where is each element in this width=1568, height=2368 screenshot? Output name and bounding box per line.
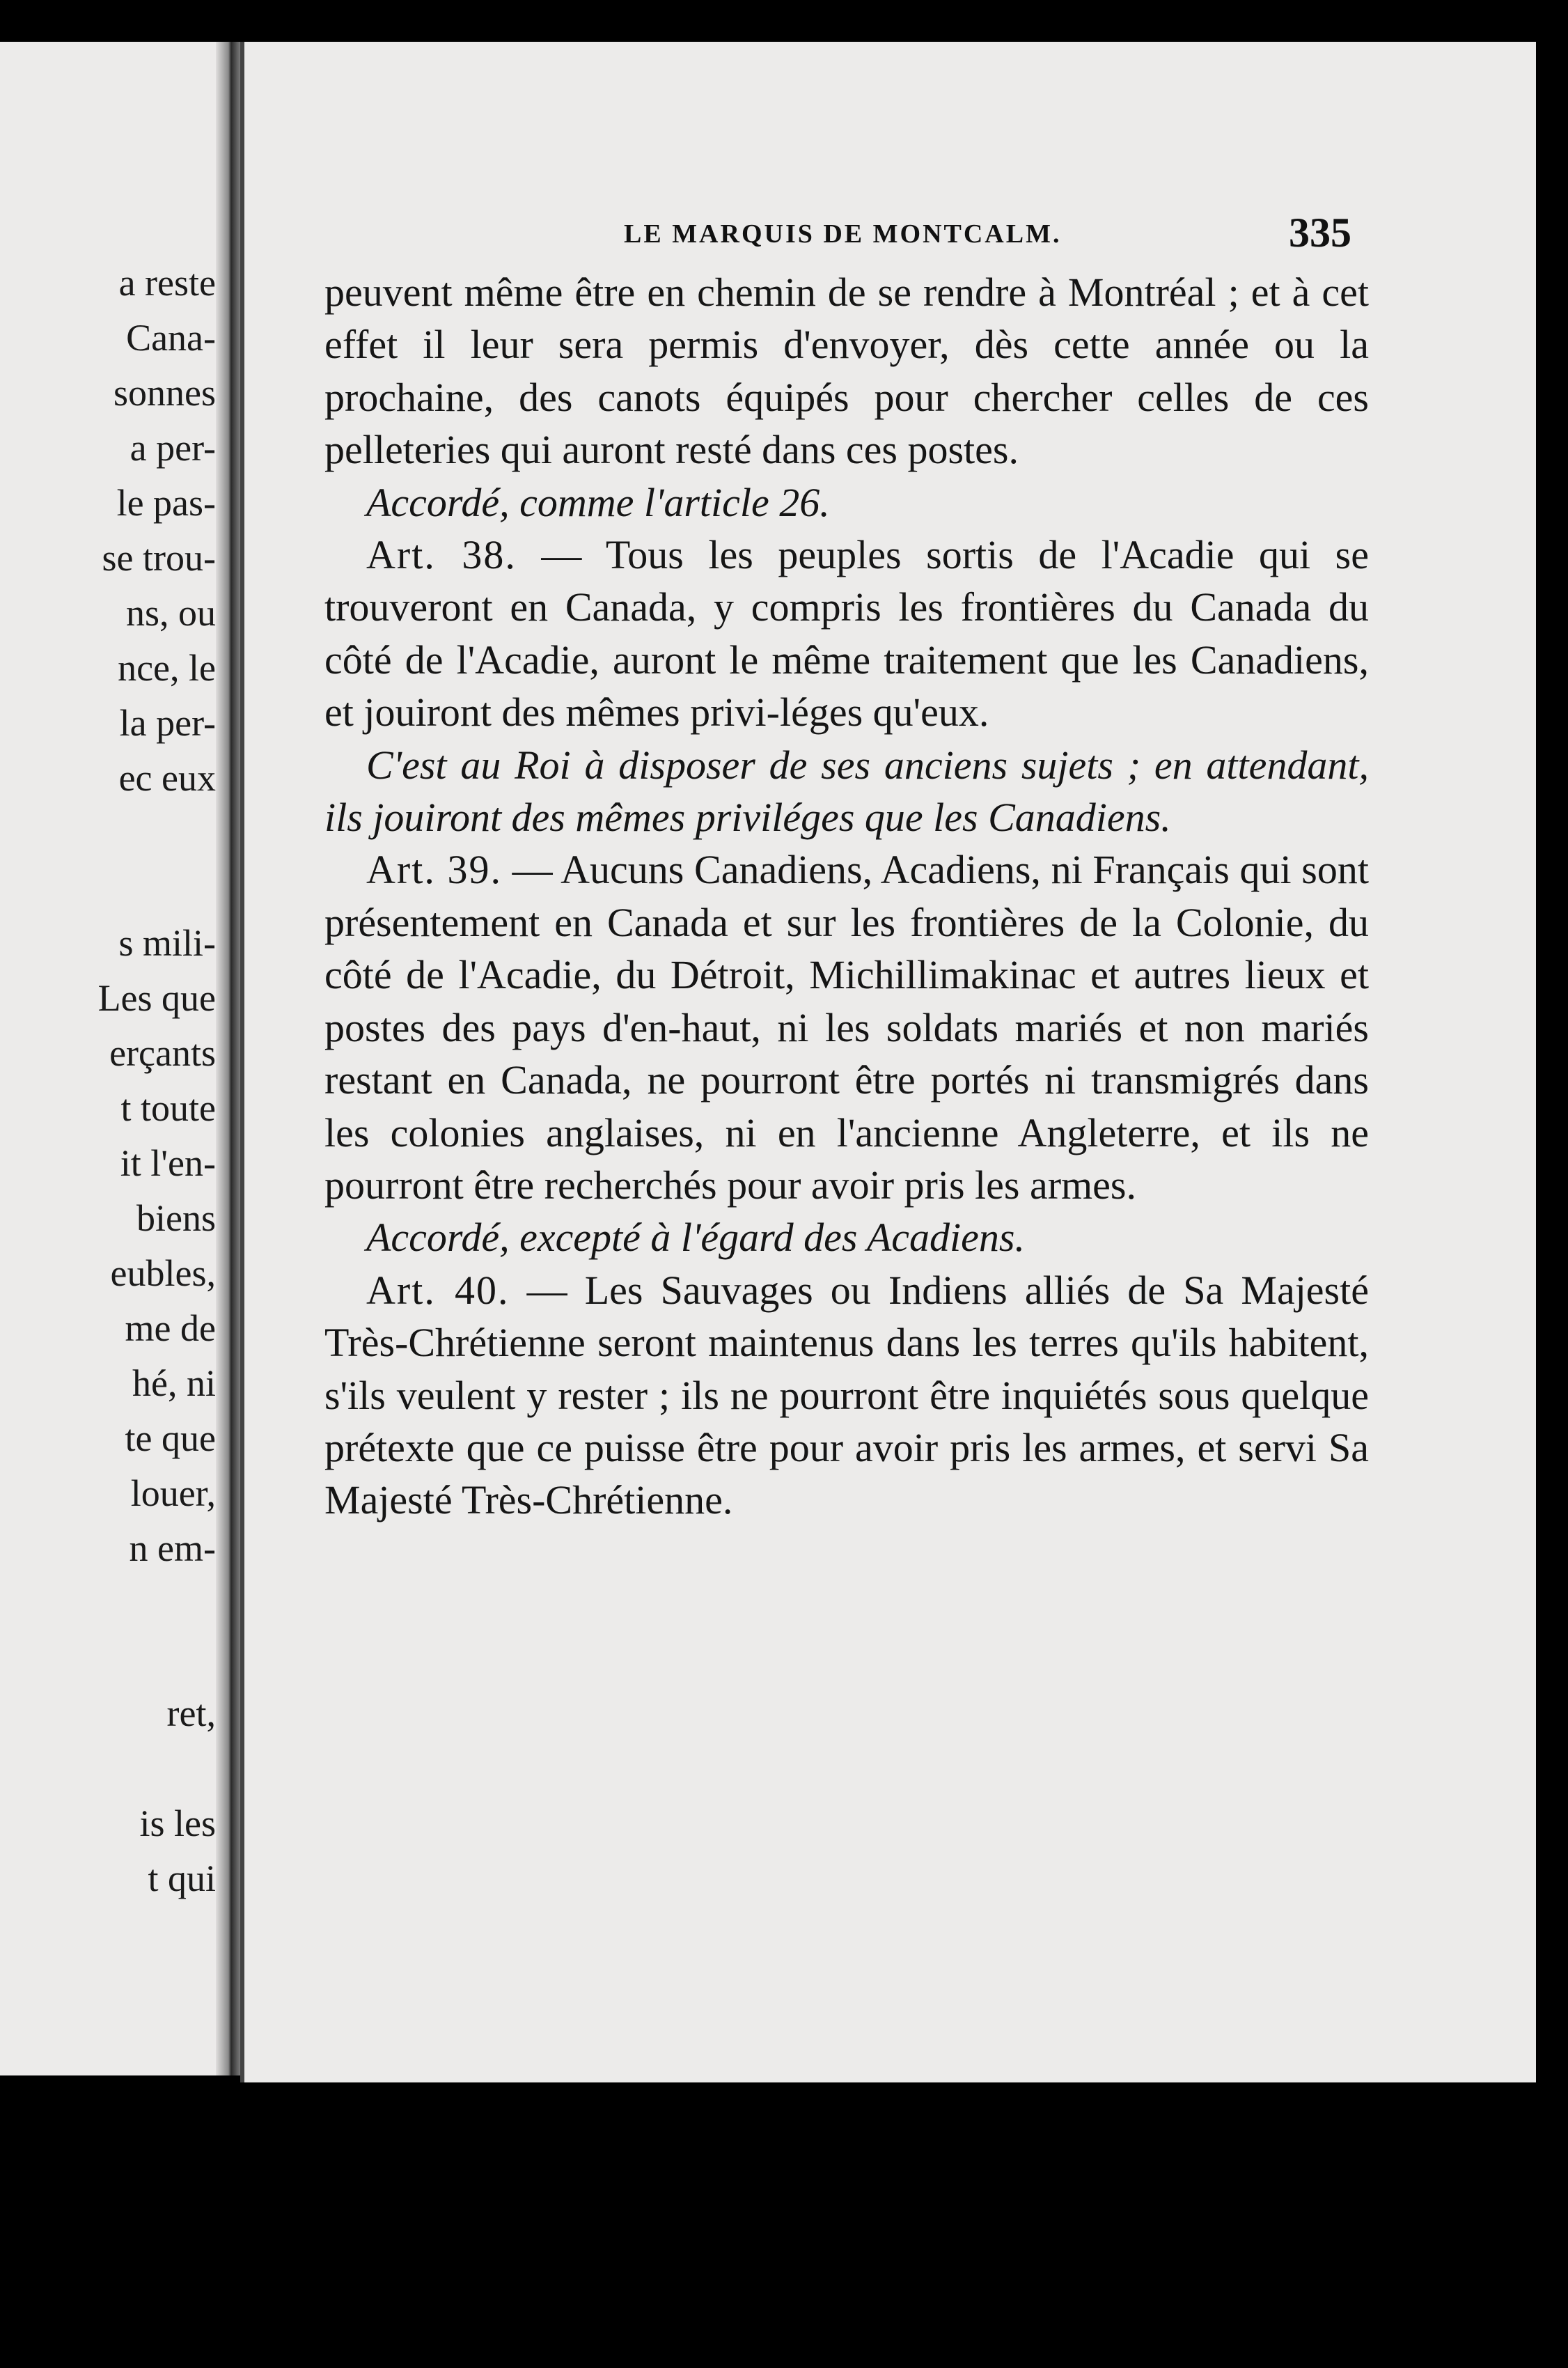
book-gutter [216, 42, 244, 2075]
left-page-line-fragment: le pas- [116, 482, 216, 524]
paragraph-response-38: C'est au Roi à disposer de ses anciens sujets ; en attendant, ils jouiront des mêmes priviléges que les Canadiens. [324, 742, 1369, 841]
left-page-line-fragment: a reste [118, 262, 216, 304]
paragraph-article-39 [324, 843, 1369, 1211]
paragraph-article-38 [324, 529, 1369, 739]
page-header [244, 209, 1536, 265]
left-page-line-fragment: hé, ni [132, 1362, 216, 1404]
left-page-line-fragment: Cana- [126, 317, 216, 359]
left-page-line-fragment: biens [136, 1197, 216, 1239]
left-page-line-fragment: Les que [97, 977, 216, 1019]
left-page-line-fragment: eubles, [110, 1252, 216, 1294]
left-page-line-fragment: ec eux [118, 757, 216, 799]
paragraph-article-40 [324, 1264, 1369, 1527]
left-page-line-fragment: louer, [130, 1472, 216, 1514]
left-page-line-fragment: t qui [148, 1857, 216, 1899]
article-40-text: — Les Sauvages ou Indiens alliés de Sa Majesté Très-Chrétienne seront maintenus dans les terres qu'ils habitent, s'ils veulent y rester ; ils ne pourront être inquiétés sous quelque prétexte que ce puisse être pour avoir pris les armes, et servi Sa Majesté Très-Chrétienne. [324, 1267, 1369, 1523]
left-page-line-fragment: a per- [130, 427, 216, 469]
left-facing-page [0, 42, 230, 2075]
running-head: LE MARQUIS DE MONTCALM. [624, 219, 1062, 249]
left-page-line-fragment: is les [139, 1802, 216, 1844]
left-page-line-fragment: se trou- [102, 537, 216, 579]
paragraph-response-37: Accordé, comme l'article 26. [366, 479, 830, 525]
body-text [324, 266, 1369, 1527]
left-page-line-fragment: ns, ou [125, 592, 216, 634]
left-page-line-fragment: t toute [120, 1087, 216, 1129]
article-40-label: Art. 40. [366, 1267, 510, 1313]
main-page [240, 42, 1536, 2082]
left-page-line-fragment: n em- [129, 1527, 216, 1569]
paragraph-response-39: Accordé, excepté à l'égard des Acadiens. [366, 1215, 1025, 1261]
left-page-line-fragment: it l'en- [120, 1142, 216, 1184]
article-39-label: Art. 39. [366, 847, 502, 893]
left-page-line-fragment: sonnes [113, 372, 216, 414]
article-38-label: Art. 38. [366, 532, 517, 578]
paragraph-continuation: peuvent même être en chemin de se rendre à Montréal ; et à cet effet il leur sera permis d'envoyer, dès cette année ou la prochaine, des canots équipés pour chercher celles de ces pelleteries qui auront resté dans ces postes. [324, 270, 1369, 473]
left-page-line-fragment: erçants [109, 1032, 216, 1074]
left-page-line-fragment: ret, [166, 1692, 216, 1734]
page-number: 335 [1289, 210, 1351, 256]
left-page-line-fragment: te que [125, 1417, 216, 1459]
left-page-line-fragment: me de [125, 1307, 216, 1349]
article-39-text: — Aucuns Canadiens, Acadiens, ni Français qui sont présentement en Canada et sur les frontières de la Colonie, du côté de l'Acadie, du Détroit, Michillimakinac et autres lieux et postes des pays d'en-haut, ni les soldats mariés et non mariés restant en Canada, ne pourront être portés ni transmigrés dans les colonies anglaises, ni en l'ancienne Angleterre, et ils ne pourront être recherchés pour avoir pris les armes. [324, 847, 1369, 1208]
left-page-line-fragment: nce, le [118, 647, 216, 689]
left-page-line-fragment: la per- [119, 702, 216, 744]
article-38-text: — Tous les peuples sortis de l'Acadie qui se trouveront en Canada, y compris les frontières du Canada du côté de l'Acadie, auront le même traitement que les Canadiens, et jouiront des mêmes privi-léges qu'eux. [324, 532, 1369, 735]
left-page-line-fragment: s mili- [118, 922, 216, 964]
